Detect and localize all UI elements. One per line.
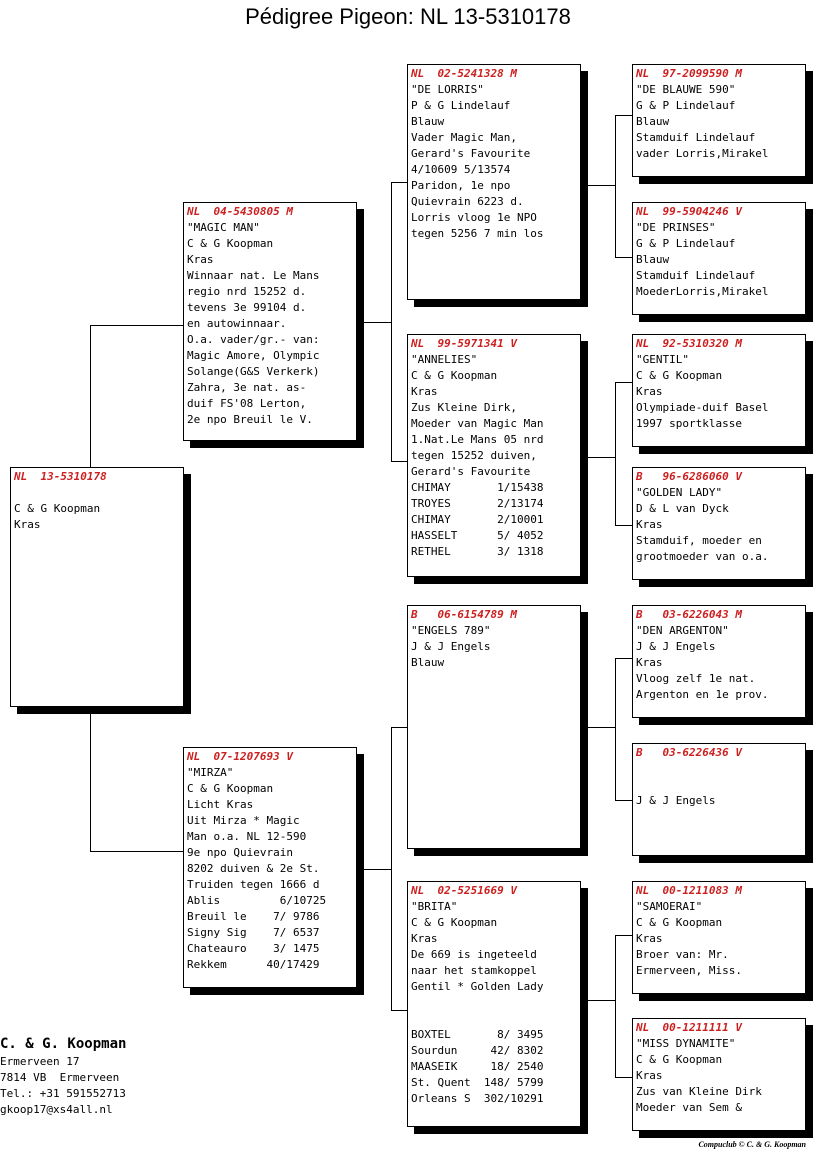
- connector-line: [391, 1010, 407, 1011]
- connector-line: [391, 182, 392, 461]
- connector-line: [362, 322, 392, 323]
- card-line: Gerard's Favourite: [411, 147, 531, 160]
- ring-number: NL 13-5310178: [14, 470, 107, 483]
- card-line: Solange(G&S Verkerk): [187, 365, 320, 378]
- pigeon-card-ggp-4: [632, 467, 806, 580]
- connector-line: [362, 869, 392, 870]
- card-line: Quievrain 6223 d.: [411, 195, 524, 208]
- card-line: BOXTEL 8/ 3495: [411, 1028, 544, 1041]
- card-line: Ablis 6/10725: [187, 894, 327, 907]
- connector-line: [615, 382, 616, 525]
- card-line: 2e npo Breuil le V.: [187, 413, 313, 426]
- card-line: naar het stamkoppel: [411, 964, 537, 977]
- pigeon-card-ggp-7: [632, 881, 806, 994]
- card-line: CHIMAY 2/10001: [411, 513, 544, 526]
- card-line: Zus Kleine Dirk,: [411, 401, 517, 414]
- ring-number: NL 02-5251669 V: [411, 884, 517, 897]
- card-line: Paridon, 1e npo: [411, 179, 511, 192]
- card-line: Stamduif, moeder en: [636, 534, 762, 547]
- connector-line: [391, 727, 392, 1010]
- connector-line: [391, 727, 407, 728]
- card-line: Kras: [187, 253, 214, 266]
- card-line: en autowinnaar.: [187, 317, 287, 330]
- card-line: Signy Sig 7/ 6537: [187, 926, 320, 939]
- card-line: Broer van: Mr.: [636, 948, 729, 961]
- connector-line: [615, 1077, 632, 1078]
- pigeon-card-ggp-6: [632, 743, 806, 856]
- connector-line: [615, 115, 616, 257]
- card-line: Kras: [636, 518, 663, 531]
- connector-line: [90, 325, 183, 326]
- ring-number: NL 99-5904246 V: [636, 205, 742, 218]
- card-line: St. Quent 148/ 5799: [411, 1076, 544, 1089]
- owner-phone: Tel.: +31 591552713: [0, 1087, 126, 1100]
- connector-line: [615, 800, 632, 801]
- card-line: Blauw: [411, 656, 445, 669]
- card-line: C & G Koopman: [187, 237, 274, 250]
- card-line: Licht Kras: [187, 798, 254, 811]
- connector-line: [588, 727, 616, 728]
- card-line: duif FS'08 Lerton,: [187, 397, 307, 410]
- card-line: Chateauro 3/ 1475: [187, 942, 320, 955]
- card-line: Kras: [411, 932, 438, 945]
- card-line: CHIMAY 1/15438: [411, 481, 544, 494]
- card-line: Stamduif Lindelauf: [636, 269, 756, 282]
- card-line: Orleans S 302/10291: [411, 1092, 544, 1105]
- card-line: "BRITA": [411, 900, 458, 913]
- ring-number: NL 00-1211111 V: [636, 1021, 742, 1034]
- card-line: G & P Lindelauf: [636, 237, 736, 250]
- pigeon-card-ggp-3: [632, 334, 806, 447]
- card-line: Kras: [636, 656, 663, 669]
- card-line: Kras: [14, 518, 41, 531]
- ring-number: B 96-6286060 V: [636, 470, 742, 483]
- ring-number: B 06-6154789 M: [411, 608, 517, 621]
- card-line: MoederLorris,Mirakel: [636, 285, 769, 298]
- footer-credit: Compuclub © C. & G. Koopman: [698, 1140, 806, 1149]
- card-line: "DE LORRIS": [411, 83, 484, 96]
- ring-number: NL 02-5241328 M: [411, 67, 517, 80]
- card-line: Gentil * Golden Lady: [411, 980, 544, 993]
- connector-line: [615, 935, 616, 1077]
- owner-name: C. & G. Koopman: [0, 1036, 127, 1052]
- card-line: Zus van Kleine Dirk: [636, 1085, 762, 1098]
- card-line: HASSELT 5/ 4052: [411, 529, 544, 542]
- card-line: Lorris vloog 1e NPO: [411, 211, 537, 224]
- card-line: tevens 3e 99104 d.: [187, 301, 307, 314]
- ring-number: NL 97-2099590 M: [636, 67, 742, 80]
- card-line: "MAGIC MAN": [187, 221, 260, 234]
- card-line: C & G Koopman: [636, 916, 723, 929]
- pigeon-card-granddam-maternal: [407, 881, 581, 1127]
- card-line: Kras: [636, 385, 663, 398]
- card-line: 4/10609 5/13574: [411, 163, 511, 176]
- connector-line: [90, 708, 91, 851]
- pigeon-card-ggp-5: [632, 605, 806, 718]
- card-line: [411, 1011, 577, 1027]
- card-line: "ENGELS 789": [411, 624, 491, 637]
- pigeon-card-ggp-1: [632, 64, 806, 177]
- ring-number: B 03-6226436 V: [636, 746, 742, 759]
- connector-line: [615, 382, 632, 383]
- pigeon-card-dam: [183, 747, 357, 988]
- card-line: tegen 5256 7 min los: [411, 227, 544, 240]
- card-line: Blauw: [636, 253, 670, 266]
- card-line: Olympiade-duif Basel: [636, 401, 769, 414]
- card-line: J & J Engels: [411, 640, 491, 653]
- card-line: Winnaar nat. Le Mans: [187, 269, 320, 282]
- card-line: Zahra, 3e nat. as-: [187, 381, 307, 394]
- card-line: Stamduif Lindelauf: [636, 131, 756, 144]
- card-line: P & G Lindelauf: [411, 99, 511, 112]
- card-line: Uit Mirza * Magic: [187, 814, 300, 827]
- card-line: O.a. vader/gr.- van:: [187, 333, 320, 346]
- card-line: Blauw: [636, 115, 670, 128]
- card-line: "MIRZA": [187, 766, 234, 779]
- card-line: Magic Amore, Olympic: [187, 349, 320, 362]
- card-line: [636, 761, 802, 777]
- pigeon-card-granddam-paternal: [407, 334, 581, 577]
- card-line: "ANNELIES": [411, 353, 478, 366]
- pigeon-card-ggp-8: [632, 1018, 806, 1131]
- card-line: Breuil le 7/ 9786: [187, 910, 320, 923]
- connector-line: [588, 1000, 616, 1001]
- card-line: Gerard's Favourite: [411, 465, 531, 478]
- card-line: vader Lorris,Mirakel: [636, 147, 769, 160]
- connector-line: [615, 935, 632, 936]
- card-line: C & G Koopman: [636, 369, 723, 382]
- owner-address: Ermerveen 17: [0, 1055, 80, 1068]
- card-line: J & J Engels: [636, 794, 716, 807]
- connector-line: [615, 658, 616, 800]
- card-line: 9e npo Quievrain: [187, 846, 293, 859]
- pigeon-card-grandsire-maternal: [407, 605, 581, 849]
- card-line: "SAMOERAI": [636, 900, 703, 913]
- card-line: Man o.a. NL 12-590: [187, 830, 307, 843]
- card-line: Vader Magic Man,: [411, 131, 517, 144]
- card-line: 8202 duiven & 2e St.: [187, 862, 320, 875]
- card-line: "DEN ARGENTON": [636, 624, 729, 637]
- page-title: Pédigree Pigeon: NL 13-5310178: [245, 4, 571, 29]
- card-line: Vloog zelf 1e nat.: [636, 672, 756, 685]
- card-line: C & G Koopman: [411, 916, 498, 929]
- card-line: "MISS DYNAMITE": [636, 1037, 736, 1050]
- owner-email: gkoop17@xs4all.nl: [0, 1103, 113, 1116]
- pigeon-card-ggp-2: [632, 202, 806, 315]
- card-line: regio nrd 15252 d.: [187, 285, 307, 298]
- card-line: D & L van Dyck: [636, 502, 729, 515]
- card-line: Kras: [636, 1069, 663, 1082]
- card-line: C & G Koopman: [14, 502, 101, 515]
- card-line: 1997 sportklasse: [636, 417, 742, 430]
- card-line: "DE BLAUWE 590": [636, 83, 736, 96]
- card-line: C & G Koopman: [636, 1053, 723, 1066]
- connector-line: [90, 851, 183, 852]
- card-line: 1.Nat.Le Mans 05 nrd: [411, 433, 544, 446]
- connector-line: [90, 325, 91, 468]
- connector-line: [615, 257, 632, 258]
- card-line: [411, 995, 577, 1011]
- card-line: Argenton en 1e prov.: [636, 688, 769, 701]
- connector-line: [615, 658, 632, 659]
- connector-line: [615, 525, 632, 526]
- card-line: De 669 is ingeteeld: [411, 948, 537, 961]
- card-line: [14, 485, 180, 501]
- card-line: "DE PRINSES": [636, 221, 716, 234]
- card-line: Kras: [411, 385, 438, 398]
- card-line: J & J Engels: [636, 640, 716, 653]
- card-line: MAASEIK 18/ 2540: [411, 1060, 544, 1073]
- pigeon-card-sire: [183, 202, 357, 441]
- ring-number: NL 92-5310320 M: [636, 337, 742, 350]
- owner-info: [0, 1034, 126, 1118]
- card-line: C & G Koopman: [411, 369, 498, 382]
- card-line: Rekkem 40/17429: [187, 958, 320, 971]
- ring-number: NL 00-1211083 M: [636, 884, 742, 897]
- connector-line: [391, 461, 407, 462]
- card-line: "GOLDEN LADY": [636, 486, 723, 499]
- ring-number: B 03-6226043 M: [636, 608, 742, 621]
- card-line: Truiden tegen 1666 d: [187, 878, 320, 891]
- connector-line: [588, 457, 616, 458]
- pigeon-card-subject: [10, 467, 184, 707]
- card-line: RETHEL 3/ 1318: [411, 545, 544, 558]
- card-line: Blauw: [411, 115, 445, 128]
- card-line: C & G Koopman: [187, 782, 274, 795]
- card-line: TROYES 2/13174: [411, 497, 544, 510]
- ring-number: NL 99-5971341 V: [411, 337, 517, 350]
- card-line: Kras: [636, 932, 663, 945]
- card-line: Moeder van Sem &: [636, 1101, 742, 1114]
- card-line: Ermerveen, Miss.: [636, 964, 742, 977]
- owner-postal: 7814 VB Ermerveen: [0, 1071, 120, 1084]
- card-line: grootmoeder van o.a.: [636, 550, 769, 563]
- connector-line: [391, 182, 407, 183]
- card-line: Moeder van Magic Man: [411, 417, 544, 430]
- connector-line: [615, 115, 632, 116]
- card-line: [636, 777, 802, 793]
- ring-number: NL 07-1207693 V: [187, 750, 293, 763]
- card-line: "GENTIL": [636, 353, 689, 366]
- card-line: Sourdun 42/ 8302: [411, 1044, 544, 1057]
- card-line: G & P Lindelauf: [636, 99, 736, 112]
- connector-line: [588, 185, 616, 186]
- ring-number: NL 04-5430805 M: [187, 205, 293, 218]
- pigeon-card-grandsire-paternal: [407, 64, 581, 300]
- card-line: tegen 15252 duiven,: [411, 449, 537, 462]
